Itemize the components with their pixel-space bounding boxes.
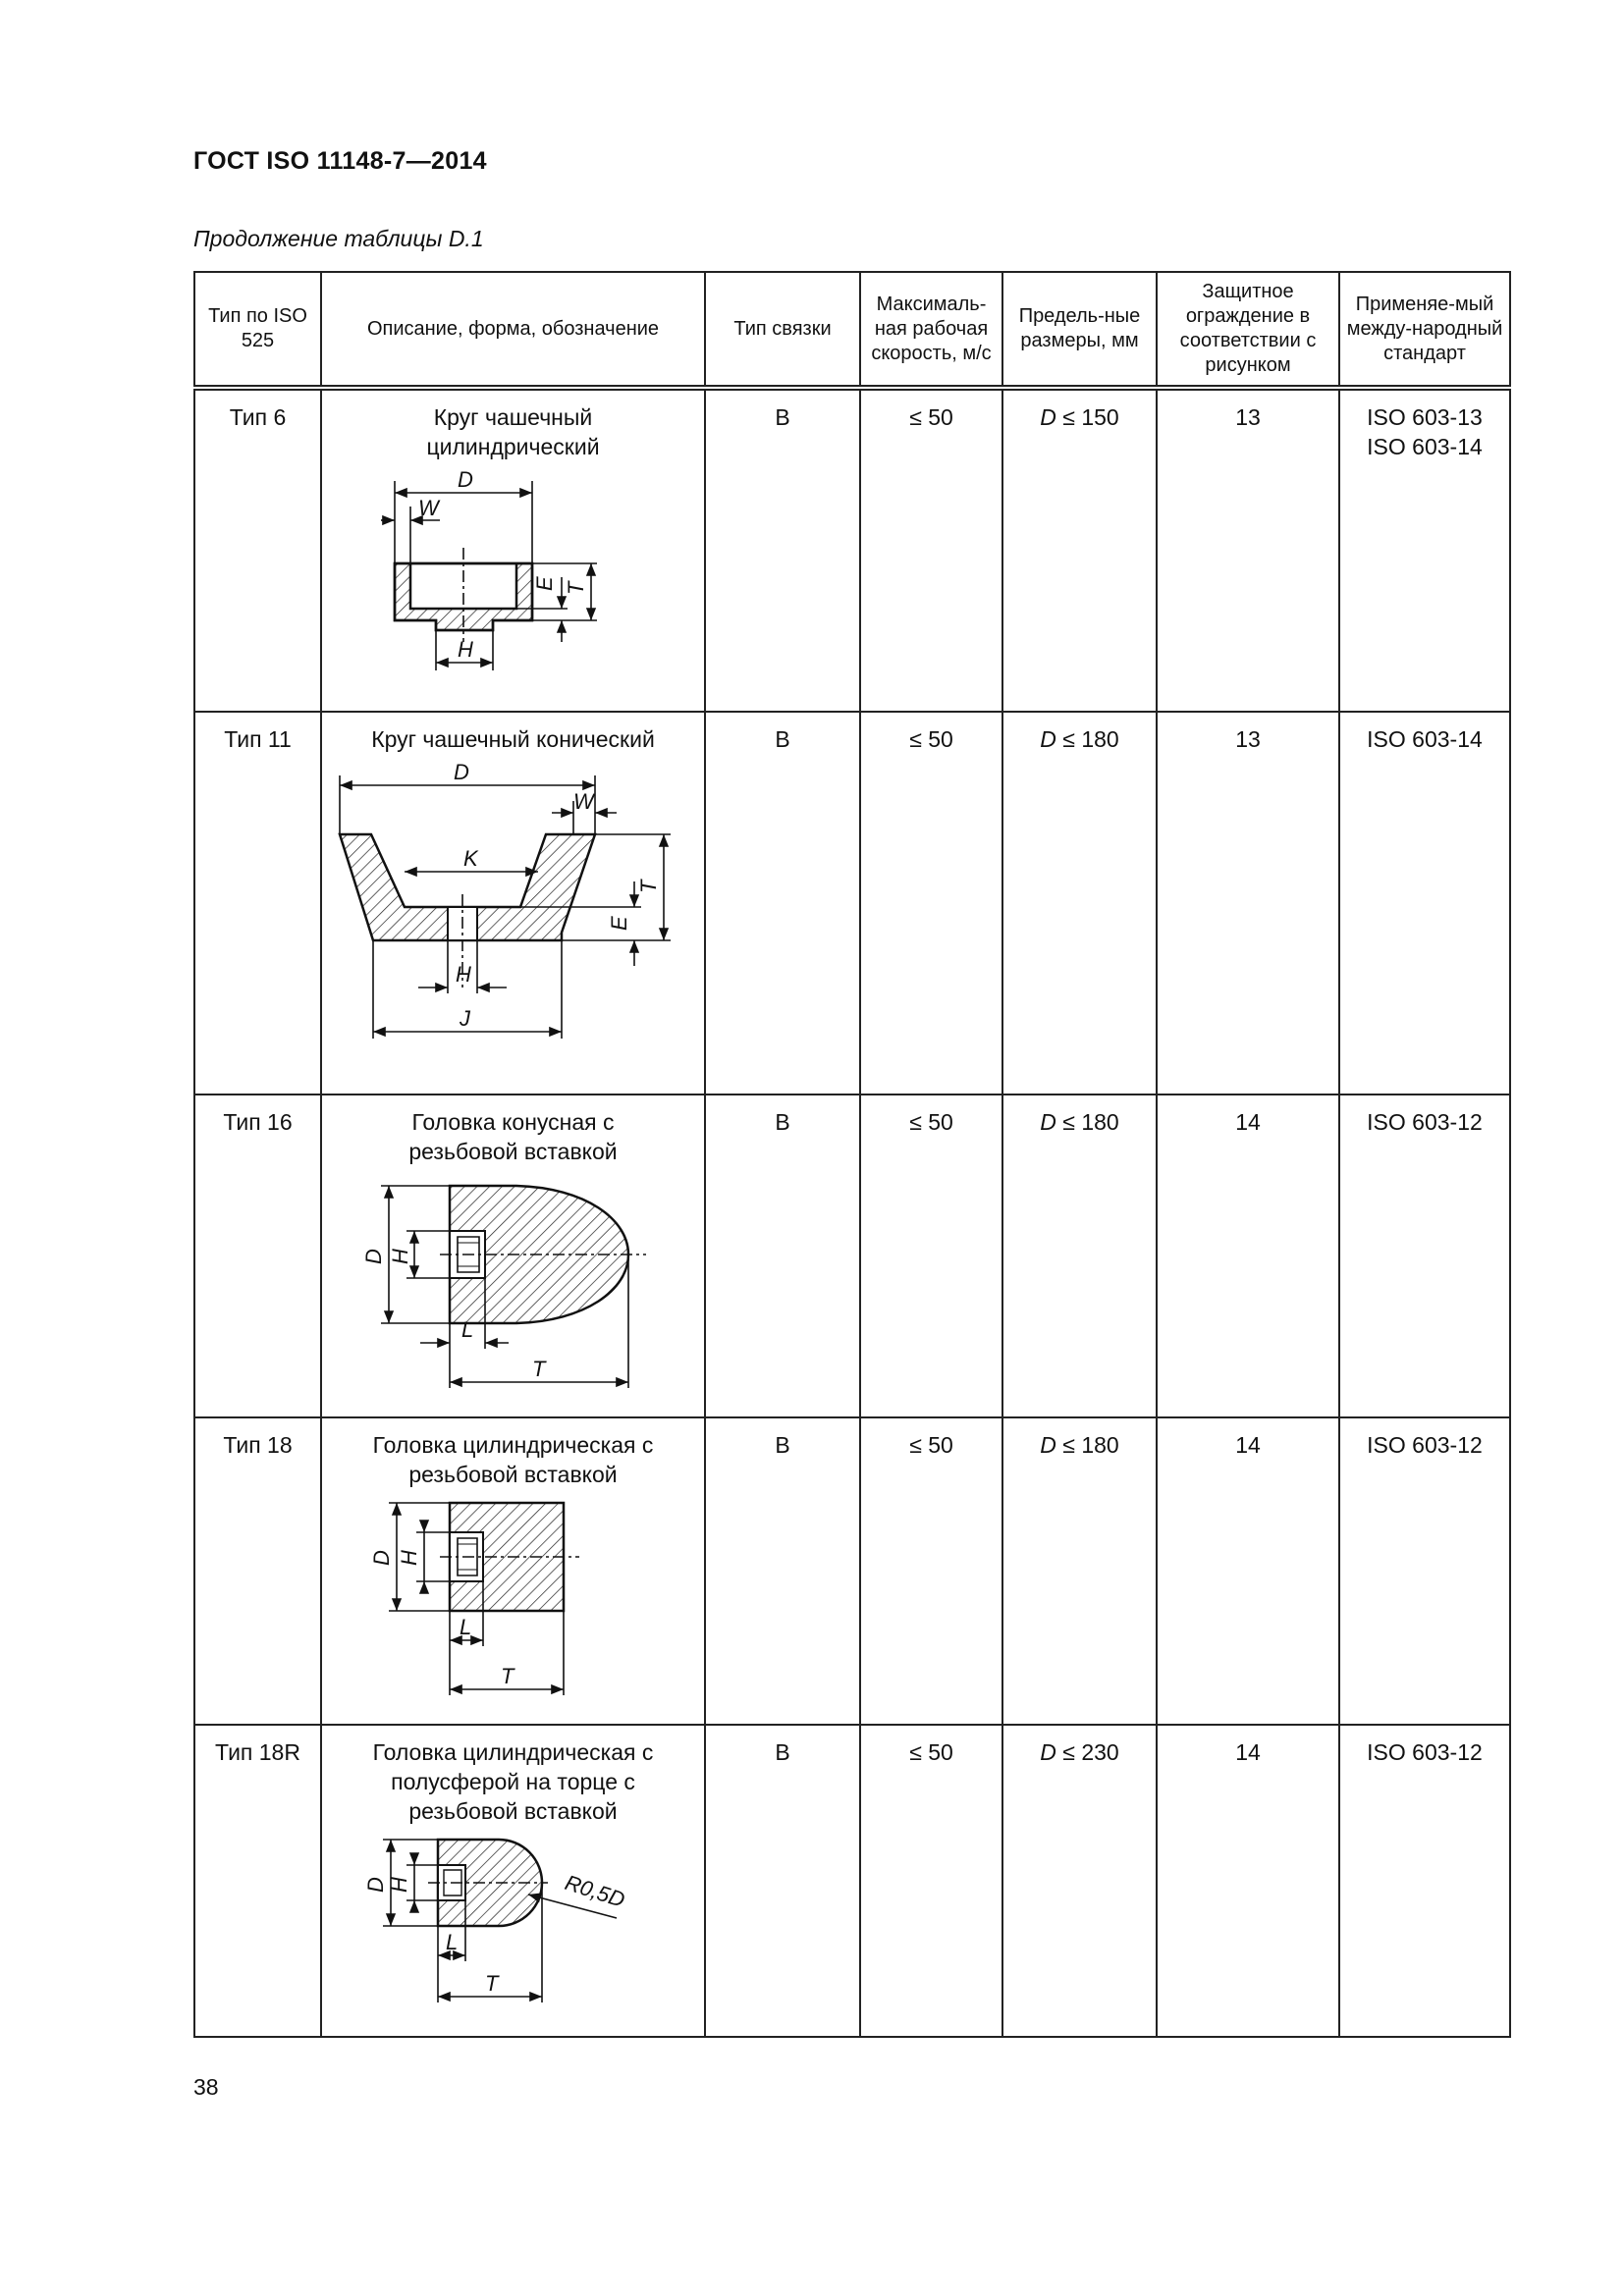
cup-wheel-cylindrical-drawing <box>342 469 685 680</box>
label-d: D <box>368 1550 394 1566</box>
table-row <box>194 1095 1510 1417</box>
page-number: 38 <box>193 2074 219 2100</box>
cell-type: Тип 11 <box>194 712 321 1095</box>
limit-variable: D <box>1040 1432 1056 1458</box>
label-t: T <box>500 1664 514 1688</box>
cell-speed: ≤ 50 <box>860 1725 1002 2037</box>
cell-guard: 14 <box>1157 1725 1339 2037</box>
cylinder-head-drawing <box>352 1497 676 1708</box>
limit-variable: D <box>1040 1739 1056 1765</box>
label-h: H <box>387 1249 412 1264</box>
table-caption: Продолжение таблицы D.1 <box>193 226 484 251</box>
description-text: Круг чашечный цилиндрический <box>426 404 600 459</box>
description-text: Круг чашечный конический <box>371 726 655 752</box>
cell-limits <box>1002 1417 1157 1725</box>
cell-bond: B <box>705 1417 860 1725</box>
limit-value: ≤ 180 <box>1056 1109 1119 1135</box>
cell-guard: 14 <box>1157 1095 1339 1417</box>
cell-type: Тип 18R <box>194 1725 321 2037</box>
cell-bond: B <box>705 388 860 712</box>
label-l: L <box>460 1317 473 1342</box>
wheel-types-table <box>193 271 1511 2038</box>
label-e: E <box>606 916 631 931</box>
document-title: ГОСТ ISO 11148-7—2014 <box>193 147 487 175</box>
col-header-standard: Применяе-мый между-народный стандарт <box>1339 272 1510 388</box>
label-w: W <box>572 789 594 814</box>
col-header-limits: Предель-ные размеры, мм <box>1002 272 1157 388</box>
cell-speed: ≤ 50 <box>860 712 1002 1095</box>
cell-standard: ISO 603-13 ISO 603-14 <box>1339 388 1510 712</box>
label-w: W <box>417 496 439 520</box>
label-j: J <box>459 1006 470 1031</box>
cell-limits <box>1002 712 1157 1095</box>
label-t: T <box>531 1357 545 1381</box>
cell-description <box>321 1095 705 1417</box>
label-l: L <box>445 1930 458 1954</box>
cell-speed: ≤ 50 <box>860 388 1002 712</box>
cell-speed: ≤ 50 <box>860 1095 1002 1417</box>
limit-value: ≤ 230 <box>1056 1739 1119 1765</box>
limit-variable: D <box>1040 726 1056 752</box>
col-header-description: Описание, форма, обозначение <box>321 272 705 388</box>
description-text: Головка конусная с резьбовой вставкой <box>408 1109 618 1164</box>
cell-description <box>321 388 705 712</box>
cell-guard: 14 <box>1157 1417 1339 1725</box>
cell-type: Тип 16 <box>194 1095 321 1417</box>
description-text: Головка цилиндрическая с резьбовой вставкой <box>372 1432 654 1487</box>
cell-guard: 13 <box>1157 388 1339 712</box>
cone-head-drawing <box>352 1174 676 1400</box>
cell-guard: 13 <box>1157 712 1339 1095</box>
col-header-type: Тип по ISO 525 <box>194 272 321 388</box>
cell-type: Тип 6 <box>194 388 321 712</box>
limit-variable: D <box>1040 1109 1056 1135</box>
label-h: H <box>457 637 473 662</box>
cell-standard: ISO 603-12 <box>1339 1725 1510 2037</box>
cell-description <box>321 1725 705 2037</box>
cell-standard: ISO 603-12 <box>1339 1095 1510 1417</box>
label-h: H <box>396 1550 421 1566</box>
cell-description <box>321 1417 705 1725</box>
table-row <box>194 1417 1510 1725</box>
limit-value: ≤ 150 <box>1056 404 1119 430</box>
description-text: Головка цилиндрическая с полусферой на торце с резьбовой вставкой <box>372 1739 654 1824</box>
limit-value: ≤ 180 <box>1056 1432 1119 1458</box>
label-l: L <box>459 1615 471 1639</box>
cell-bond: B <box>705 1725 860 2037</box>
label-d: D <box>360 1249 386 1264</box>
table-row <box>194 388 1510 712</box>
label-d: D <box>362 1877 388 1893</box>
cell-limits <box>1002 1725 1157 2037</box>
cell-standard: ISO 603-12 <box>1339 1417 1510 1725</box>
cell-type: Тип 18 <box>194 1417 321 1725</box>
cell-speed: ≤ 50 <box>860 1417 1002 1725</box>
label-t: T <box>563 581 588 595</box>
cylinder-hemisphere-head-drawing <box>352 1834 676 2015</box>
label-t: T <box>484 1971 498 1996</box>
cell-standard: ISO 603-14 <box>1339 712 1510 1095</box>
limit-variable: D <box>1040 404 1056 430</box>
cell-bond: B <box>705 712 860 1095</box>
table-row <box>194 1725 1510 2037</box>
label-d: D <box>457 469 473 492</box>
label-e: E <box>531 576 557 591</box>
col-header-guard: Защитное ограждение в соответствии с рисунком <box>1157 272 1339 388</box>
cell-limits <box>1002 388 1157 712</box>
cell-limits <box>1002 1095 1157 1417</box>
label-k: K <box>462 846 478 871</box>
label-d: D <box>453 762 469 784</box>
table-row <box>194 712 1510 1095</box>
table-header-row <box>194 272 1510 388</box>
cell-description <box>321 712 705 1095</box>
label-t: T <box>635 880 661 893</box>
cell-bond: B <box>705 1095 860 1417</box>
label-r: R0,5D <box>561 1869 627 1913</box>
label-h: H <box>386 1877 411 1893</box>
col-header-bond: Тип связки <box>705 272 860 388</box>
cup-wheel-conical-drawing <box>332 762 695 1076</box>
limit-value: ≤ 180 <box>1056 726 1119 752</box>
col-header-speed: Максималь-ная рабочая скорость, м/с <box>860 272 1002 388</box>
label-h: H <box>455 962 471 987</box>
